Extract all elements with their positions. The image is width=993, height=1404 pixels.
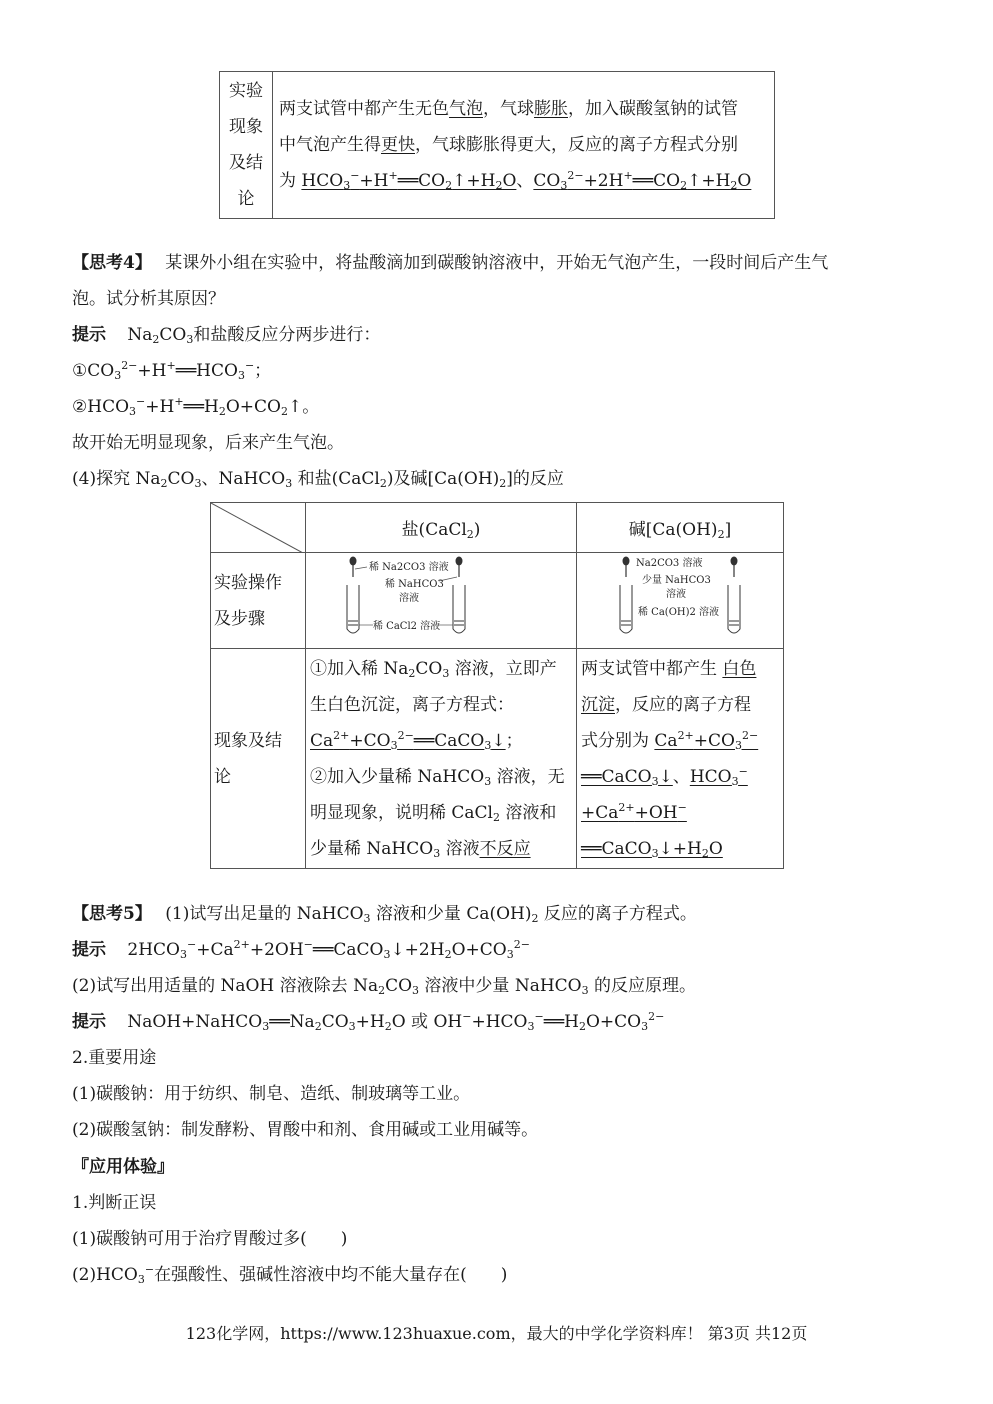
row-header-result: [211, 649, 306, 869]
fig-label: 稀 CaCl2 溶液: [373, 621, 441, 632]
think4-hint: [72, 323, 380, 347]
section4-title: (4)探究 $Na_2CO_3$、NaHCO$_3$ 和盐(CaCl$_2$)及碱$[Ca(OH)_2]$的反应: [72, 469, 564, 490]
salt-line: $Ca^{2+}+CO_3^{2-}══CaCO_3↓$；: [310, 728, 523, 752]
fig-label: 少量 NaHCO3: [642, 575, 711, 586]
uses-title: 2.重要用途: [72, 1048, 157, 1068]
think5-q1: 【思考5】 (1)试写出足量的 NaHCO$_3$ 溶液和少量 $Ca(OH)_2$ 反应的离子方程式。: [72, 904, 697, 925]
dropper-icon: [623, 557, 629, 577]
uses-item: (2)碳酸氢钠：制发酵粉、胃酸中和剂、食用碱或工业用碱等。: [72, 1120, 539, 1140]
think4-conclusion: 故开始无明显现象，后来产生气泡。: [72, 433, 344, 453]
practice-item: $(2)HCO_3^-$在强酸性、强碱性溶液中均不能大量存在( ): [72, 1263, 508, 1286]
salt-line: 生白色沉淀，离子方程式：: [310, 694, 514, 715]
separator: 、: [516, 171, 534, 191]
base-experiment-figure: [610, 555, 750, 641]
base-line: 式分别为 $Ca^{2+}+CO_3^{2-}$: [581, 728, 759, 752]
fig-label: 溶液: [666, 589, 686, 600]
row-header-operation: [211, 553, 306, 649]
hint-label: 提示: [72, 1012, 106, 1032]
base-line: ══CaCO$_3$↓、$HCO_3^-$: [581, 764, 748, 788]
think5-a2: 提示 $NaOH+NaHCO_3══Na_2CO_3+H_2O$ 或 $OH^-+HCO_3^-══H_2O+CO_3^{2-}$: [72, 1010, 665, 1033]
think4-step1: $①CO_3^{2-}+H^+══HCO_3^-$；: [72, 359, 272, 382]
table1-header-line: 实验: [229, 81, 263, 101]
equation-1: $HCO_3^-+H^+══CO_2↑+H_2O$: [301, 169, 517, 192]
think4-step2: $②HCO_3^-+H^+══H_2O+CO_2↑$。: [72, 395, 320, 418]
answer-blank: 膨胀: [534, 99, 568, 119]
salt-line: 少量稀 NaHCO$_3$ 溶液不反应: [310, 838, 531, 860]
practice-item: (1)碳酸钠可用于治疗胃酸过多( ): [72, 1229, 348, 1249]
base-line: $══CaCO_3↓+H_2O$: [581, 838, 723, 860]
fig-label: 溶液: [399, 593, 419, 604]
diagonal-line: [211, 503, 303, 553]
col-header-base: 碱$[Ca(OH)_2]$: [577, 503, 784, 553]
table1-header-line: 现象: [229, 117, 263, 137]
table1-header-line: 论: [237, 189, 255, 209]
table1-header-cell: [220, 72, 273, 219]
think4-label: 【思考4】: [72, 253, 152, 273]
answer-blank: 气泡: [449, 99, 483, 119]
base-experiment-figure-cell: [577, 553, 784, 649]
base-line: 沉淀，反应的离子方程: [581, 694, 751, 715]
text-span: 两支试管中都产生无色: [279, 99, 449, 119]
fig-label: 稀 Na2CO3 溶液: [369, 562, 449, 573]
equation-2: $CO_3^{2-}+2H^+══CO_2↑+H_2O$: [533, 169, 752, 192]
text-span: ，气球: [483, 99, 534, 119]
answer-blank: 更快: [381, 135, 415, 155]
hint-label: 提示: [72, 325, 106, 345]
row-header-line: 实验操作: [214, 572, 282, 593]
hint-text: $Na_2CO_3$和盐酸反应分两步进行：: [127, 325, 381, 346]
dropper-icon: [350, 557, 356, 577]
text-span: 为: [279, 171, 296, 191]
row-header-line: 及步骤: [214, 608, 265, 629]
uses-item: (1)碳酸钠：用于纺织、制皂、造纸、制玻璃等工业。: [72, 1084, 471, 1104]
text-span: 中气泡产生得: [279, 135, 381, 155]
think5-label: 【思考5】: [72, 904, 152, 924]
page-footer: 123化学网，https://www.123huaxue.com，最大的中学化学资料库！ 第3页 共12页: [185, 1324, 808, 1343]
hint-label: 提示: [72, 940, 106, 960]
think5-a1: 提示 $2HCO_3^-+Ca^{2+}+2OH^-══CaCO_3↓+2H_2O+CO_3^{2-}$: [72, 938, 530, 961]
text-span: ，气球膨胀得更大，反应的离子方程式分别: [415, 135, 738, 155]
salt-line: ①加入稀 $Na_2CO_3$ 溶液，立即产: [310, 658, 557, 680]
salt-line: ②加入少量稀 NaHCO$_3$ 溶液，无: [310, 766, 565, 788]
fig-label: Na2CO3 溶液: [636, 558, 703, 569]
practice-title: 『应用体验』: [72, 1157, 174, 1177]
dropper-icon: [731, 557, 737, 577]
col-header-salt: 盐(CaCl$_2$): [306, 503, 577, 553]
base-line: $+Ca^{2+}+OH^-$: [581, 800, 687, 823]
table1-body-cell: [273, 72, 775, 219]
base-result-cell: [577, 649, 784, 869]
row-header-line: 论: [214, 766, 231, 787]
salt-line: 明显现象，说明稀 CaCl$_2$ 溶液和: [310, 802, 557, 824]
think4-question-line1: [72, 251, 828, 275]
salt-experiment-figure-cell: [306, 553, 577, 649]
dropper-icon: [456, 557, 462, 577]
think4-question-line2: 泡。试分析其原因？: [72, 289, 225, 309]
text-span: ，加入碳酸氢钠的试管: [568, 99, 738, 119]
reaction-table: [210, 502, 784, 869]
row-header-line: 现象及结: [214, 730, 282, 751]
fig-label: 稀 Ca(OH)2 溶液: [638, 607, 720, 618]
base-line: 两支试管中都产生 白色: [581, 658, 757, 679]
think4-question: 某课外小组在实验中，将盐酸滴加到碳酸钠溶液中，开始无气泡产生，一段时间后产生气: [165, 253, 829, 273]
fig-label: 稀 NaHCO3: [385, 579, 444, 590]
salt-result-cell: [306, 649, 577, 869]
practice-subtitle: 1.判断正误: [72, 1193, 157, 1213]
salt-experiment-figure: [341, 555, 541, 641]
experiment-result-table: [219, 71, 775, 219]
diagonal-header-cell: [211, 503, 306, 553]
table1-header-line: 及结: [229, 153, 263, 173]
think5-q2: (2)试写出用适量的 NaOH 溶液除去 $Na_2CO_3$ 溶液中少量 NaHCO$_3$ 的反应原理。: [72, 976, 697, 997]
